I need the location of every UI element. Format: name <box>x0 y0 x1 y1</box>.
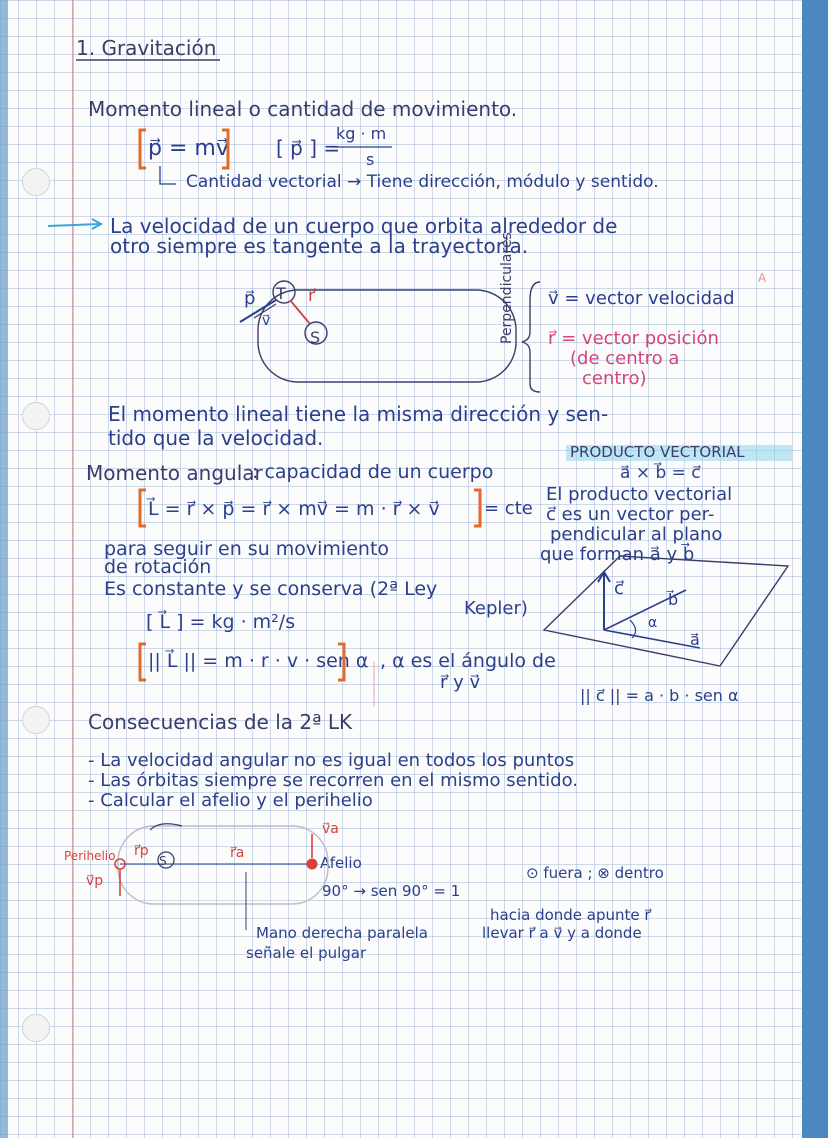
label-t: T <box>276 284 286 303</box>
label-p: p⃗ <box>244 288 256 309</box>
same-direction-1: El momento lineal tiene la misma dirección y sen- <box>108 402 609 426</box>
brace-label: Perpendiculares <box>499 232 515 344</box>
legend-r: r⃗ = vector posición <box>548 328 719 349</box>
momento-lineal-units: [ p⃗ ] = <box>276 136 341 160</box>
angle-note: 90° → sen 90° = 1 <box>322 882 461 900</box>
momento-lineal-heading: Momento lineal o cantidad de movimiento. <box>88 97 518 121</box>
pv-label-alpha: α <box>648 615 658 631</box>
fuera-dentro-note: ⊙ fuera ; ⊗ dentro <box>526 864 664 882</box>
momento-angular-formula: L⃗ = r⃗ × p⃗ = r⃗ × mv⃗ = m · r⃗ × v⃗ <box>148 498 440 520</box>
same-direction-2: tido que la velocidad. <box>108 426 324 450</box>
consecuencia-item: - Calcular el afelio y el perihelio <box>88 790 373 811</box>
constant-text: Es constante y se conserva (2ª Ley <box>104 578 438 600</box>
pv-line2: c⃗ es un vector per- <box>546 504 715 525</box>
afelio-label: Afelio <box>320 854 362 872</box>
hacia-text-2: llevar r⃗ a v⃗ y a donde <box>482 924 642 942</box>
momento-angular-desc2: para seguir en su movimiento <box>104 538 390 560</box>
cantidad-vectorial-note: Cantidad vectorial → Tiene dirección, módulo y sentido. <box>186 172 659 192</box>
pv-modulus: || c⃗ || = a · b · sen α <box>580 686 739 705</box>
perihelio-label: Perihelio <box>64 849 116 863</box>
vector-plane <box>544 556 788 666</box>
pv-line3: pendicular al plano <box>550 524 723 545</box>
pv-label-c: c⃗ <box>614 578 624 599</box>
position-vector <box>290 300 310 324</box>
pv-line4: que forman a⃗ y b⃗ <box>540 544 695 565</box>
cte-label: = cte <box>484 498 533 519</box>
consecuencia-item: - Las órbitas siempre se recorren en el mismo sentido. <box>88 770 579 791</box>
afelio-point <box>307 859 317 869</box>
consecuencia-item: - La velocidad angular no es igual en todos los puntos <box>88 750 575 771</box>
pv-label-a: a⃗ <box>690 630 700 649</box>
label-v: v⃗ <box>262 313 271 329</box>
legend-r3: centro) <box>582 368 647 389</box>
angular-units: [ L⃗ ] = kg · m²/s <box>146 611 296 633</box>
label-vp: v⃗p <box>86 873 104 889</box>
pv-line1: El producto vectorial <box>546 484 733 505</box>
label-ra: r⃗a <box>230 845 245 861</box>
hacia-text-1: hacia donde apunte r⃗ <box>490 906 651 924</box>
kepler-text: Kepler) <box>464 598 528 619</box>
bracket-right <box>222 130 228 168</box>
cyan-arrow <box>48 224 100 226</box>
label-r: r⃗ <box>308 286 315 306</box>
orbit2-s-label: S <box>159 854 167 868</box>
orbit2-outline <box>118 826 328 904</box>
bracket-left <box>140 130 146 168</box>
consecuencias-heading: Consecuencias de la 2ª LK <box>88 710 353 734</box>
perpendiculares-brace <box>522 282 540 392</box>
angular-modulus: || L⃗ || = m · r · v · sen α <box>148 650 369 672</box>
units-numerator: kg · m <box>336 124 387 143</box>
momento-angular-heading: Momento angular <box>86 461 263 485</box>
producto-vectorial-title: PRODUCTO VECTORIAL <box>570 443 745 461</box>
momento-angular-desc: : capacidad de un cuerpo <box>252 461 494 483</box>
page-title: 1. Gravitación <box>76 36 217 60</box>
orbit2-sun <box>158 852 174 868</box>
legend-v: v⃗ = vector velocidad <box>548 288 735 309</box>
units-denominator: s <box>366 150 375 169</box>
label-va: v⃗a <box>322 821 339 837</box>
pv-label-b: b⃗ <box>668 590 679 609</box>
tangent-text-2: otro siempre es tangente a la trayectoria. <box>110 234 529 258</box>
producto-vectorial-formula: a⃗ × b⃗ = c⃗ <box>620 463 701 483</box>
corner-mark: A <box>758 271 767 285</box>
label-rp: r⃗p <box>134 843 149 859</box>
tangent-text-1: La velocidad de un cuerpo que orbita alrededor de <box>110 214 618 238</box>
momento-lineal-formula: p⃗ = mv⃗ <box>148 136 229 161</box>
mano-text-1: Mano derecha paralela <box>256 924 428 942</box>
label-s: S <box>310 328 321 347</box>
momentum-arrow <box>240 300 276 322</box>
vector-b <box>604 590 686 630</box>
alpha-note: , α es el ángulo de <box>380 650 556 672</box>
mano-text-2: señale el pulgar <box>246 944 367 962</box>
sun-circle <box>305 322 327 347</box>
momento-angular-desc3: de rotación <box>104 556 212 578</box>
legend-r2: (de centro a <box>570 348 680 369</box>
alpha-note-2: r⃗ y v⃗ <box>440 672 481 693</box>
